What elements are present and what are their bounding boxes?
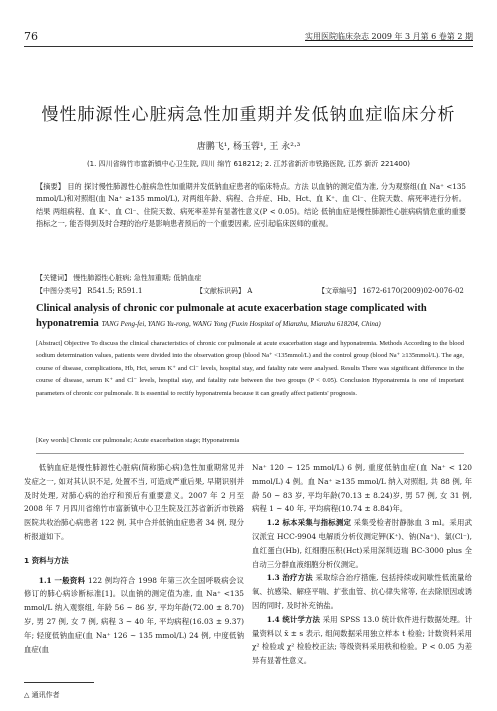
abstract-en: [Abstract] Objective To discuss the clinical characteristics of chronic cor pulmonale at acute exacerbation stage and hyponatremia. Methods According to the blood sodium determination values, patients were divided into the observation group (blood Na⁺ <135mmol/L) and the control group (blood Na⁺ ≥135mmol/L). The age, course of disease, complications, Hb, Hct, serum K⁺ and Cl⁻ levels, hospital stay, and fatality rate were analysed. Results There was significant difference in the course of disease, serum K⁺ and Cl⁻ levels, hospital stay, and fatality rate between the two groups (P < 0.05). Conclusion Hyponatremia is one of important parameters of chronic cor pulmonale. It is essential to rectify hyponatremia because it can greatly affect patients' prognosis. [36, 340, 464, 397]
paragraph-1-3 [252, 571, 472, 612]
title-en-text: Clinical analysis of chronic cor pulmonale at acute exacerbation stage complicated with hyponatremia [36, 303, 427, 329]
subheading-1-4: 1.4 统计学方法 [266, 614, 321, 624]
footnote-rule [24, 682, 94, 683]
article-title-cn: 慢性肺源性心脏病急性加重期并发低钠血症临床分析 [41, 105, 456, 125]
divider-line [36, 453, 464, 454]
text-1-3: 采取综合治疗措施, 包括持续或间歇性低流量给氧、抗感染、解痉平喘、扩张血管、抗心律失常等, 在去除原因或诱因的同时, 及时补充钠盐。 [252, 573, 472, 610]
intro-paragraph: 低钠血症是慢性肺源性心脏病(简称肺心病)急性加重期常见并发症之一, 如对其认识不足, 处置不当, 可造成严重后果, 早期识别并及时处理, 对肺心病的治疗和预后有重要意义。2007 年 2 月至 2008 年 7 月四川省绵竹市富新镇中心卫生院及江苏省新沂市铁路医院共收治肺心病患者 122 例, 其中合并低钠血症患者 34 例, 现分析报道如下。 [24, 463, 244, 541]
section-heading-1: 1 资料与方法 [24, 555, 69, 565]
continued-paragraph: Na⁺ 120 ~ 125 mmol/L) 6 例, 重度低钠血症(血 Na⁺ < 120 mmol/L) 4 例。血 Na⁺ ≥135 mmol/L 纳入对照组, 共 88 例, 年龄 50 ~ 83 岁, 平均年龄(70.13 ± 8.24)岁, 男 57 例, 女 31 例, 病程 1 ~ 40 年, 平均病程(10.74 ± 8.84)年。 [252, 463, 472, 514]
right-column [252, 461, 472, 711]
keywords-cn: 【关键词】 慢性肺源性心脏病; 急性加重期; 低钠血症 [36, 274, 202, 282]
paragraph-1-4 [252, 613, 472, 668]
subheading-1-3: 1.3 治疗方法 [266, 573, 313, 583]
journal-citation: 实用医院临床杂志 2009 年 3 月第 6 卷第 2 期 [305, 32, 473, 41]
page-number: 76 [24, 30, 38, 43]
article-title-en [36, 301, 466, 332]
clc-number: 【中图分类号】 R541.5; R591.1 [36, 287, 143, 295]
abstract-cn: 【摘要】 目的 探讨慢性肺源性心脏病急性加重期并发低钠血症患者的临床特点。方法 以血钠的测定值为准, 分为观察组(血 Na⁺ <135 mmol/L)和对照组(血 Na⁺ ≥135 mmol/L), 对两组年龄、病程、合并症、Hb、Hct、血 K⁺、血 Cl⁻、住院天数、病死率进行分析。结果 两组病程、血 K⁺、血 Cl⁻、住院天数、病死率差异有显著性意义(P < 0.05)。结论 低钠血症是慢性肺源性心脏病病情危重的重要指标之一, 能否得到及时合理的治疗是影响患者预后的一个重要因素, 应引起临床医师的重视。 [36, 182, 466, 228]
paragraph-1-1 [24, 574, 244, 657]
text-1-1: 122 例均符合 1998 年第三次全国呼吸病会议修订的肺心病诊断标准[1]。以血钠的测定值为准, 血 Na⁺ <135 mmol/L 纳入观察组, 年龄 56 ~ 86 岁, 平均年龄(72.00 ± 8.70)岁, 男 27 例, 女 7 例, 病程 3 ~ 40 年, 平均病程(16.03 ± 9.37)年; 轻度低钠血症(血 Na⁺ 126 ~ 135 mmol/L) 24 例, 中度低钠血症(血 [24, 575, 244, 654]
footnote: △ 通讯作者 [24, 691, 60, 699]
running-header [24, 28, 473, 47]
text-1-4: 采用 SPSS 13.0 统计软件进行数据处理。计量资料以 x̄ ± s 表示, 组间数据采用独立样本 t 检验; 计数资料采用 χ² 检验或 χ² 检验校正法; 等级资料采用秩和检验。P < 0.05 为差异有显著性意义。 [252, 614, 472, 666]
subheading-1-1: 1.1 一般资料 [38, 575, 86, 585]
text-1-2: 采集受检者肘静脉血 3 ml。采用武汉派宜 HCC-9904 电解质分析仪测定钾(K⁺)、钠(Na⁺)、氯(Cl⁻), 血红蛋白(Hb), 红细胞压积(Hct)采用深圳迈瑞 BC-3000 plus 全自动三分群血液细胞分析仪测定。 [252, 518, 472, 569]
document-code: 【文献标识码】 A [196, 287, 253, 295]
authors-en: TANG Peng-fei, YANG Yu-rong, WANG Yong (Fuxin Hospital of Mianzhu, Mianzhu 618204, China) [101, 320, 381, 328]
authors-cn: 唐鹏飞¹, 杨玉蓉¹, 王 永²·³ [196, 142, 301, 152]
article-id: 【文章编号】 1672-6170(2009)02-0076-02 [318, 287, 464, 295]
subheading-1-2: 1.2 标本采集与指标测定 [266, 518, 352, 528]
paragraph-1-2 [252, 516, 472, 571]
left-column [24, 461, 244, 691]
affiliation-cn: (1. 四川省绵竹市富新镇中心卫生院, 四川 绵竹 618212; 2. 江苏省新沂市铁路医院, 江苏 新沂 221400) [86, 160, 411, 168]
keywords-en: [Key words] Chronic cor pulmonale; Acute exacerbation stage; Hyponatremia [36, 437, 240, 444]
